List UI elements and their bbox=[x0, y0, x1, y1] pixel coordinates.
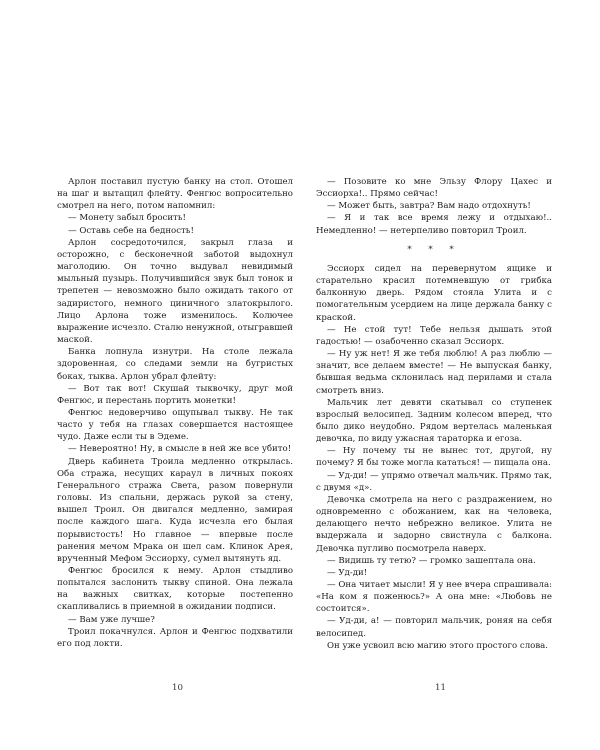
paragraph: Банка лопнула изнутри. На столе лежала здоровенная, со следами земли на бугристых боках, тыква. Арлон убрал флейту: bbox=[57, 347, 293, 382]
paragraph: — Вам уже лучше? bbox=[68, 614, 155, 625]
paragraph: — Она читает мысли! Я у нее вчера спрашивала: «На ком я поженюсь?» А она мне: «Любовь не состоится». bbox=[316, 580, 552, 615]
page-number-right: 11 bbox=[435, 683, 446, 693]
paragraph: — Монету забыл бросить! bbox=[68, 213, 186, 224]
paragraph: Дверь кабинета Троила медленно открылась. Оба стража, несущих караул в личных покоях Генерального стража Света, разом повернули головы. Из спальни, держась рукой за стену, вышел Троил. Он двигался медленно, замирая после каждого шага. Куда исчезла его былая порывистость! Но главное — впервые после ранения мечом Мрака он шел сам. Клинок Арея, врученный Мефом Эссиорху, сумел вытянуть яд. bbox=[57, 456, 293, 564]
left-page bbox=[57, 176, 293, 650]
paragraph: — Оставь себе на бедность! bbox=[68, 225, 194, 236]
paragraph: Он уже усвоил всю магию этого простого слова. bbox=[327, 640, 549, 651]
paragraph: — Ну уж нет! Я же тебя люблю! А раз люблю — значит, все делаем вместе! — Не выпуская банку, бывшая ведьма склонилась над перилами и стала смотреть вниз. bbox=[316, 349, 552, 396]
section-separator: * * * bbox=[407, 244, 461, 255]
paragraph: Фенгюс бросился к нему. Арлон стыдливо попытался заслонить тыкву спиной. Она лежала на важных свитках, которые постепенно скапливались в приемной в ожидании подписи. bbox=[57, 566, 293, 613]
paragraph: Девочка смотрела на него с раздражением, но одновременно с обожанием, как на человека, делающего нечто небрежно великое. Улита не выдержала и задорно свистнула с балкона. Девочка пугливо посмотрела наверх. bbox=[316, 494, 552, 554]
paragraph: — Ну почему ты не вынес тот, другой, ну почему? Я бы тоже могла кататься! — пищала она. bbox=[316, 446, 552, 469]
paragraph: Эссиорх сидел на перевернутом ящике и старательно красил потемневшую от грибка балконную дверь. Рядом стояла Улита и с помогательным усердием на лице держала банку с краской. bbox=[316, 263, 552, 323]
paragraph: Мальчик лет девяти скатывал со ступенек взрослый велосипед. Задним колесом вперед, что было дико неудобно. Рядом вертелась маленькая девочка, по виду ужасная тараторка и егоза. bbox=[316, 397, 552, 445]
paragraph: Арлон поставил пустую банку на стол. Отошел на шаг и вытащил флейту. Фенгюс вопросительно смотрел на него, потом напомнил: bbox=[57, 177, 293, 212]
paragraph: — Я и так все время лежу и отдыхаю!.. Немедленно! — нетерпеливо повторил Троил. bbox=[316, 213, 552, 236]
paragraph: — Видишь ту тетю? — громко зашептала она. bbox=[327, 555, 536, 566]
paragraph: — Уд-ди! bbox=[327, 567, 368, 578]
right-page bbox=[316, 176, 552, 652]
paragraph: Фенгюс недоверчиво ощупывал тыкву. Не так часто у тебя на глазах совершается настоящее чудо. Даже если ты в Эдеме. bbox=[57, 407, 293, 443]
paragraph: — Уд-ди! — упрямо отвечал мальчик. Прямо так, с двумя «д». bbox=[316, 470, 552, 493]
paragraph: Троил покачнулся. Арлон и Фенгюс подхватили его под локти. bbox=[57, 626, 293, 649]
paragraph: — Может быть, завтра? Вам надо отдохнуть! bbox=[327, 201, 531, 212]
paragraph: — Вот так вот! Скушай тыквочку, друг мой Фенгюс, и перестань портить монетки! bbox=[57, 383, 293, 406]
page-number-left: 10 bbox=[172, 683, 183, 693]
paragraph: — Невероятно! Ну, в смысле в ней же все убито! bbox=[68, 444, 292, 455]
paragraph: — Позовите ко мне Эльзу Флору Цахес и Эссиорха!.. Прямо сейчас! bbox=[316, 177, 552, 200]
paragraph: — Не стой тут! Тебе нельзя дышать этой гадостью! — озабоченно сказал Эссиорх. bbox=[316, 324, 552, 347]
paragraph: Арлон сосредоточился, закрыл глаза и осторожно, с бесконечной заботой выдохнул маголодию. Он точно выдувал невидимый мыльный пузырь. Получившийся звук был тонок и трепетен — невозможно было ожидать такого от задиристого, немного циничного златокрылого. Лицо Арлона тоже изменилось. Колючее выражение исчезло. Сталю ненужной, отыгравшей маской. bbox=[57, 237, 293, 346]
paragraph: — Уд-ди, а! — повторил мальчик, роняя на себя велосипед. bbox=[316, 616, 552, 639]
